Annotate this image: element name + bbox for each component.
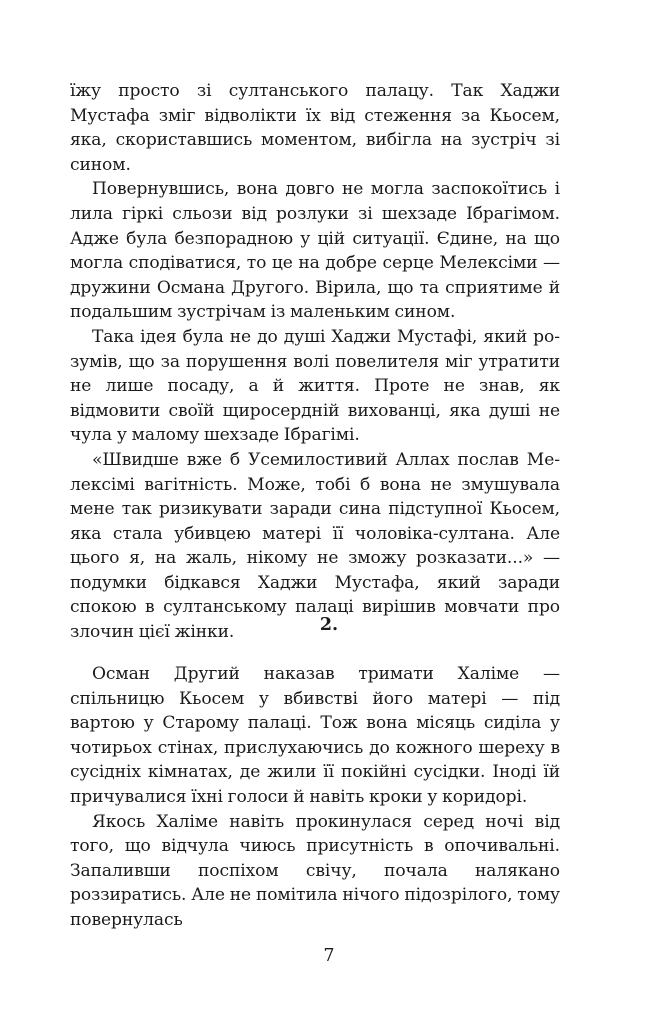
paragraph: Повернувшись, вона довго не могла заспокоїтись і лила гіркі сльози від розлуки зі шехзаде Ібрагімом. Адже була безпорадною у цій ситуації. Єдине, на що могла сподіватися, то це на добре серце Мелексіми — дружини Османа Другого. Вірила, що та сприятиме й подальшим зустрічам із маленьким сином. (70, 179, 560, 323)
chapter-number: 2. (319, 615, 339, 635)
page-number: 7 (323, 946, 335, 966)
paragraph-continuation: їжу просто зі султанського палацу. Так Хаджи Мустафа зміг відволікти їх від стеження за Кьосем, яка, скориставшись моментом, вибігла на зустріч зі сином. (70, 81, 560, 175)
paragraph: Така ідея була не до душі Хаджи Мустафі, який розумів, що за порушення волі повелителя міг утратити не лише посаду, а й життя. Проте не знав, як відмовити своїй щиросердній вихованці, яка душі не чула у малому шехзаде Ібрагімі. (70, 326, 560, 446)
text-section-before-chapter (70, 79, 560, 645)
paragraph: Осман Другий наказав тримати Халіме — спільницю Кьосем у вбивстві його матері — під вартою у Старому палаці. Тож вона місяць сиділа у чотирьох стінах, прислухаючись до кожного шереху в сусідніх кімнатах, де жили її покійні сусідки. Іноді їй причувалися їхні голоси й навіть кроки у коридорі. (70, 664, 560, 807)
text-section-after-chapter (70, 662, 560, 933)
paragraph: «Швидше вже б Усемилостивий Аллах послав Мелексімі вагітність. Може, тобі б вона не змушувала мене так ризикувати заради сина підступної Кьосем, яка стала убивцею матері її чоловіка-султана. Але цього я, на жаль, нікому не зможу розказати...» — подумки бідкався Хаджи Мустафа, який заради спокою в султанському палаці вирішив мовчати про злочин цієї жінки. (70, 449, 560, 643)
paragraph: Якось Халіме навіть прокинулася серед ночі від того, що відчула чиюсь присутність в опочивальні. Запаливши поспіхом свічу, почала налякано роззиратись. Але не помітила нічого підозрілого, тому повернулась (70, 811, 560, 930)
